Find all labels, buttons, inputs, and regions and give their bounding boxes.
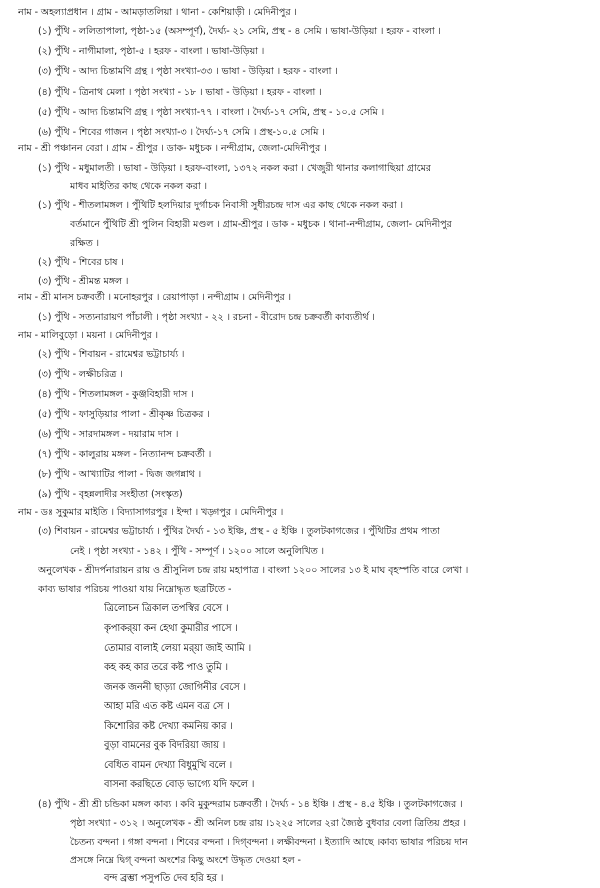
entry-name-panchanan-bera: নাম - শ্রী পঞ্চানন বেরা । গ্রাম - শ্রীপুর । ডাক- মধুচক । নন্দীগ্রাম, জেলা-মেদিনীপুর । (18, 143, 327, 154)
manuscript-item: (২) পুঁথি - শিবের চাষ । (38, 257, 124, 268)
entry-name-ahalya-pradhan: নাম - অহল্যাপ্রধান । গ্রাম - আমড়াতলিয়া । থানা - কেশিয়াড়ী । মেদিনীপুর । (18, 7, 297, 18)
manuscript-item: (৩) পুঁথি - লক্ষীচরিত্র । (38, 369, 123, 380)
verse-line: জনক জননী ছাড়্যা জোগিনীর বেসে । (104, 682, 246, 693)
manuscript-item: (৫) পুঁথি - ফাসুড়িয়ার পালা - শ্রীকৃষ্ণ চিত্রকর । (38, 409, 210, 420)
entry-name-manas-chakraborty: নাম - শ্রী মানস চক্রবর্তী । মনোহরপুর । রেয়াপাড়া । নন্দীগ্রাম । মেদিনীপুর । (18, 292, 291, 303)
manuscript-item: (৪) পুঁথি - শ্রী শ্রী চন্ডিকা মঙ্গল কাব্য । কবি মুকুন্দরাম চক্রবর্তী । দৈর্ঘ্য - ১৪ ইঞ্চি । প্রস্থ - ৪.৫ ইঞ্চি । তুলটকাগজের । (38, 799, 463, 810)
manuscript-item: (৭) পুঁথি - কালুরায় মঙ্গল - নিত্যানন্দ চক্রবর্তী । (38, 449, 212, 460)
entry-name-sukumar-maiti: নাম - ডঃ সুকুমার মাইতি । বিদ্যাসাগরপুর । ইন্দা । খড়্গপুর । মেদিনীপুর । (18, 507, 284, 518)
manuscript-item: (৩) পুঁথি - আদ্য চিন্তামণি গ্রন্থ । পৃষ্ঠা সংখ্যা-৩৩ । ভাষা - উড়িয়া । হরফ - বাংলা । (38, 66, 338, 77)
verse-line: ত্রিলোচন ত্রিকাল তপস্বির বেসে । (104, 603, 229, 614)
manuscript-item: (১) পুঁথি - ললিতাপালা, পৃষ্ঠা-১৫ (অসম্পূর্ণ), দৈর্ঘ্য- ২১ সেমি, প্রস্থ - ৪ সেমি । ভাষা-উড়িয়া । হরফ - বাংলা । (38, 26, 441, 37)
excerpt-intro: কাব্য ভাষার পরিচয় পাওয়া যায় নিম্নোদ্ধৃত ছত্রটিতে - (38, 584, 232, 595)
manuscript-item: (২) পুঁথি - নাগীমালা, পৃষ্ঠা-৫ । হরফ - বাংলা । ভাষা-উড়িয়া । (38, 46, 265, 57)
verse-line: কিশোরির কষ্ট দেখ্যা কমনিয় কার । (104, 721, 233, 732)
manuscript-item: (১) পুঁথি - সত্যনারায়ণ পাঁচালী । পৃষ্ঠা সংখ্যা - ২২ । রচনা - বীরোদ চন্দ্র চক্রবর্তী কাব্যতীর্থ । (38, 312, 375, 323)
verse-line: বুড়া বামনের বুক বিদরিয়া জায় । (104, 740, 226, 751)
verse-line: আহা মরি এত কষ্ট এমন বত্র সে । (104, 701, 230, 712)
manuscript-item: (৫) পুঁথি - আদ্য চিন্তামণি গ্রন্থ । পৃষ্ঠা সংখ্যা-৭৭ । বাংলা । দৈর্ঘ্য-১৭ সেমি, প্রস্থ - ১০.৫ সেমি । (38, 107, 385, 118)
manuscript-item: (৮) পুঁথি - আখ্যাটির পালা - দ্বিজ জগন্নাথ । (38, 469, 202, 480)
manuscript-item: (৬) পুঁথি - সারদামঙ্গল - দয়ারাম দাস । (38, 429, 179, 440)
copyist-note: অনুলেখক - শ্রীদর্পনারায়ন রায় ও শ্রীসুনিল চন্দ্র রায় মহাপাত্র । বাংলা ১২০০ সালের ১৩ ই মাঘ বৃহস্পতি বারে লেখা । (38, 565, 469, 576)
verse-line: বেধিত বামন দেখ্যা বিধুমুখি বলে । (104, 760, 233, 771)
verse-line: কহ কহ কার তরে কষ্ট পাও তুমি । (104, 662, 228, 673)
manuscript-item: (৯) পুঁথি - বৃহন্নলাদীর সংহীতা (সংস্কৃত) (38, 489, 183, 500)
manuscript-item: (৩) পুঁথি - শ্রীমন্ত মঙ্গল । (38, 276, 129, 287)
manuscript-item-continued: চৈতন্য বন্দনা । গঙ্গা বন্দনা । শিবের বন্দনা । দিগ্‌বন্দনা । লক্ষীবন্দনা । ইত্যাদি আছে ।কাব্য ভাষার পরিচয় দান (70, 837, 468, 848)
manuscript-item: (৪) পুঁথি - শিতলামঙ্গল - কুঞ্জবিহারী দাস । (38, 389, 194, 400)
manuscript-item: (৬) পুঁথি - শিবের গাজন । পৃষ্ঠা সংখ্যা-৩ । দৈর্ঘ্য-১৭ সেমি । প্রস্থ-১০.৫ সেমি । (38, 127, 325, 138)
manuscript-item: (১) পুঁথি - শীতলামঙ্গল । পুঁথিটি হলদিয়ার দুর্গাচক নিবাসী সুধীরচন্দ্র দাস এর কাছ থেকে নকল করা । (38, 200, 403, 211)
verse-line: কৃপাকর্‌য়া কন হেথা কুমারীর পাসে । (104, 623, 238, 634)
manuscript-item-continued: মাধব মাইতির কাছ থেকে নকল করা । (70, 181, 207, 192)
manuscript-item-continued: নেই । পৃষ্ঠা সংখ্যা - ১৪২ । পুঁথি - সম্পূর্ণ । ১২০০ সালে অনুলিখিত । (70, 546, 324, 557)
verse-line: বাসনা করছিতে বোড় ভাগ্যে যদি ফলে । (104, 779, 255, 790)
manuscript-item-continued: পৃষ্ঠা সংখ্যা - ৩১২ । অনুলেখক - শ্রী অনিল চন্দ্র রায় ।১২২৫ সালের ২রা জ্যৈষ্ঠ বুধবার বেলা ত্রিতিয় প্রহর । (70, 818, 466, 829)
manuscript-item: (৩) শিবায়ন - রামেশ্বর ভট্টাচার্য্য । পুঁথির দৈর্ঘ্য - ১৩ ইঞ্চি, প্রস্থ - ৫ ইঞ্চি । তুলটকাগজের । পুঁথিটির প্রথম পাতা (38, 526, 440, 537)
manuscript-item-continued: প্রসঙ্গে নিম্নে দ্বিগ্ বন্দনা অংশের কিছু অংশে উদ্ধৃত দেওয়া হল - (70, 855, 301, 866)
entry-name-maliburo: নাম - মালিবুড়ো । ময়না । মেদিনীপুর । (18, 330, 159, 341)
manuscript-item: (২) পুঁথি - শিবায়ন - রামেশ্বর ভট্টাচার্য্য । (38, 349, 185, 360)
verse-line: তোমার বালাই লেয়া মর্‌য়া জাই আমি । (104, 643, 252, 654)
manuscript-item-continued: রক্ষিত । (70, 238, 99, 249)
manuscript-item: (৪) পুঁথি - ত্রিনাথ মেলা । পৃষ্ঠা সংখ্যা - ১৮ । ভাষা - উড়িয়া । হরফ - বাংলা । (38, 87, 322, 98)
manuscript-item-continued: বর্তমানে পুঁথিটি শ্রী পুলিন বিহারী মণ্ডল । গ্রাম-শ্রীপুর । ডাক - মধুচক । থানা-নন্দীগ্রাম, জেলা- মেদিনীপুর (70, 219, 452, 230)
verse-line: বন্দ ব্রম্ভা পসুপতি দেব হরি হর । (104, 873, 224, 884)
manuscript-item: (১) পুঁথি - মধুমালতী । ভাষা - উড়িয়া । হরফ-বাংলা, ১৩৭২ নকল করা । খেজুরী থানার কলাগাছিয়া গ্রামের (38, 163, 431, 174)
